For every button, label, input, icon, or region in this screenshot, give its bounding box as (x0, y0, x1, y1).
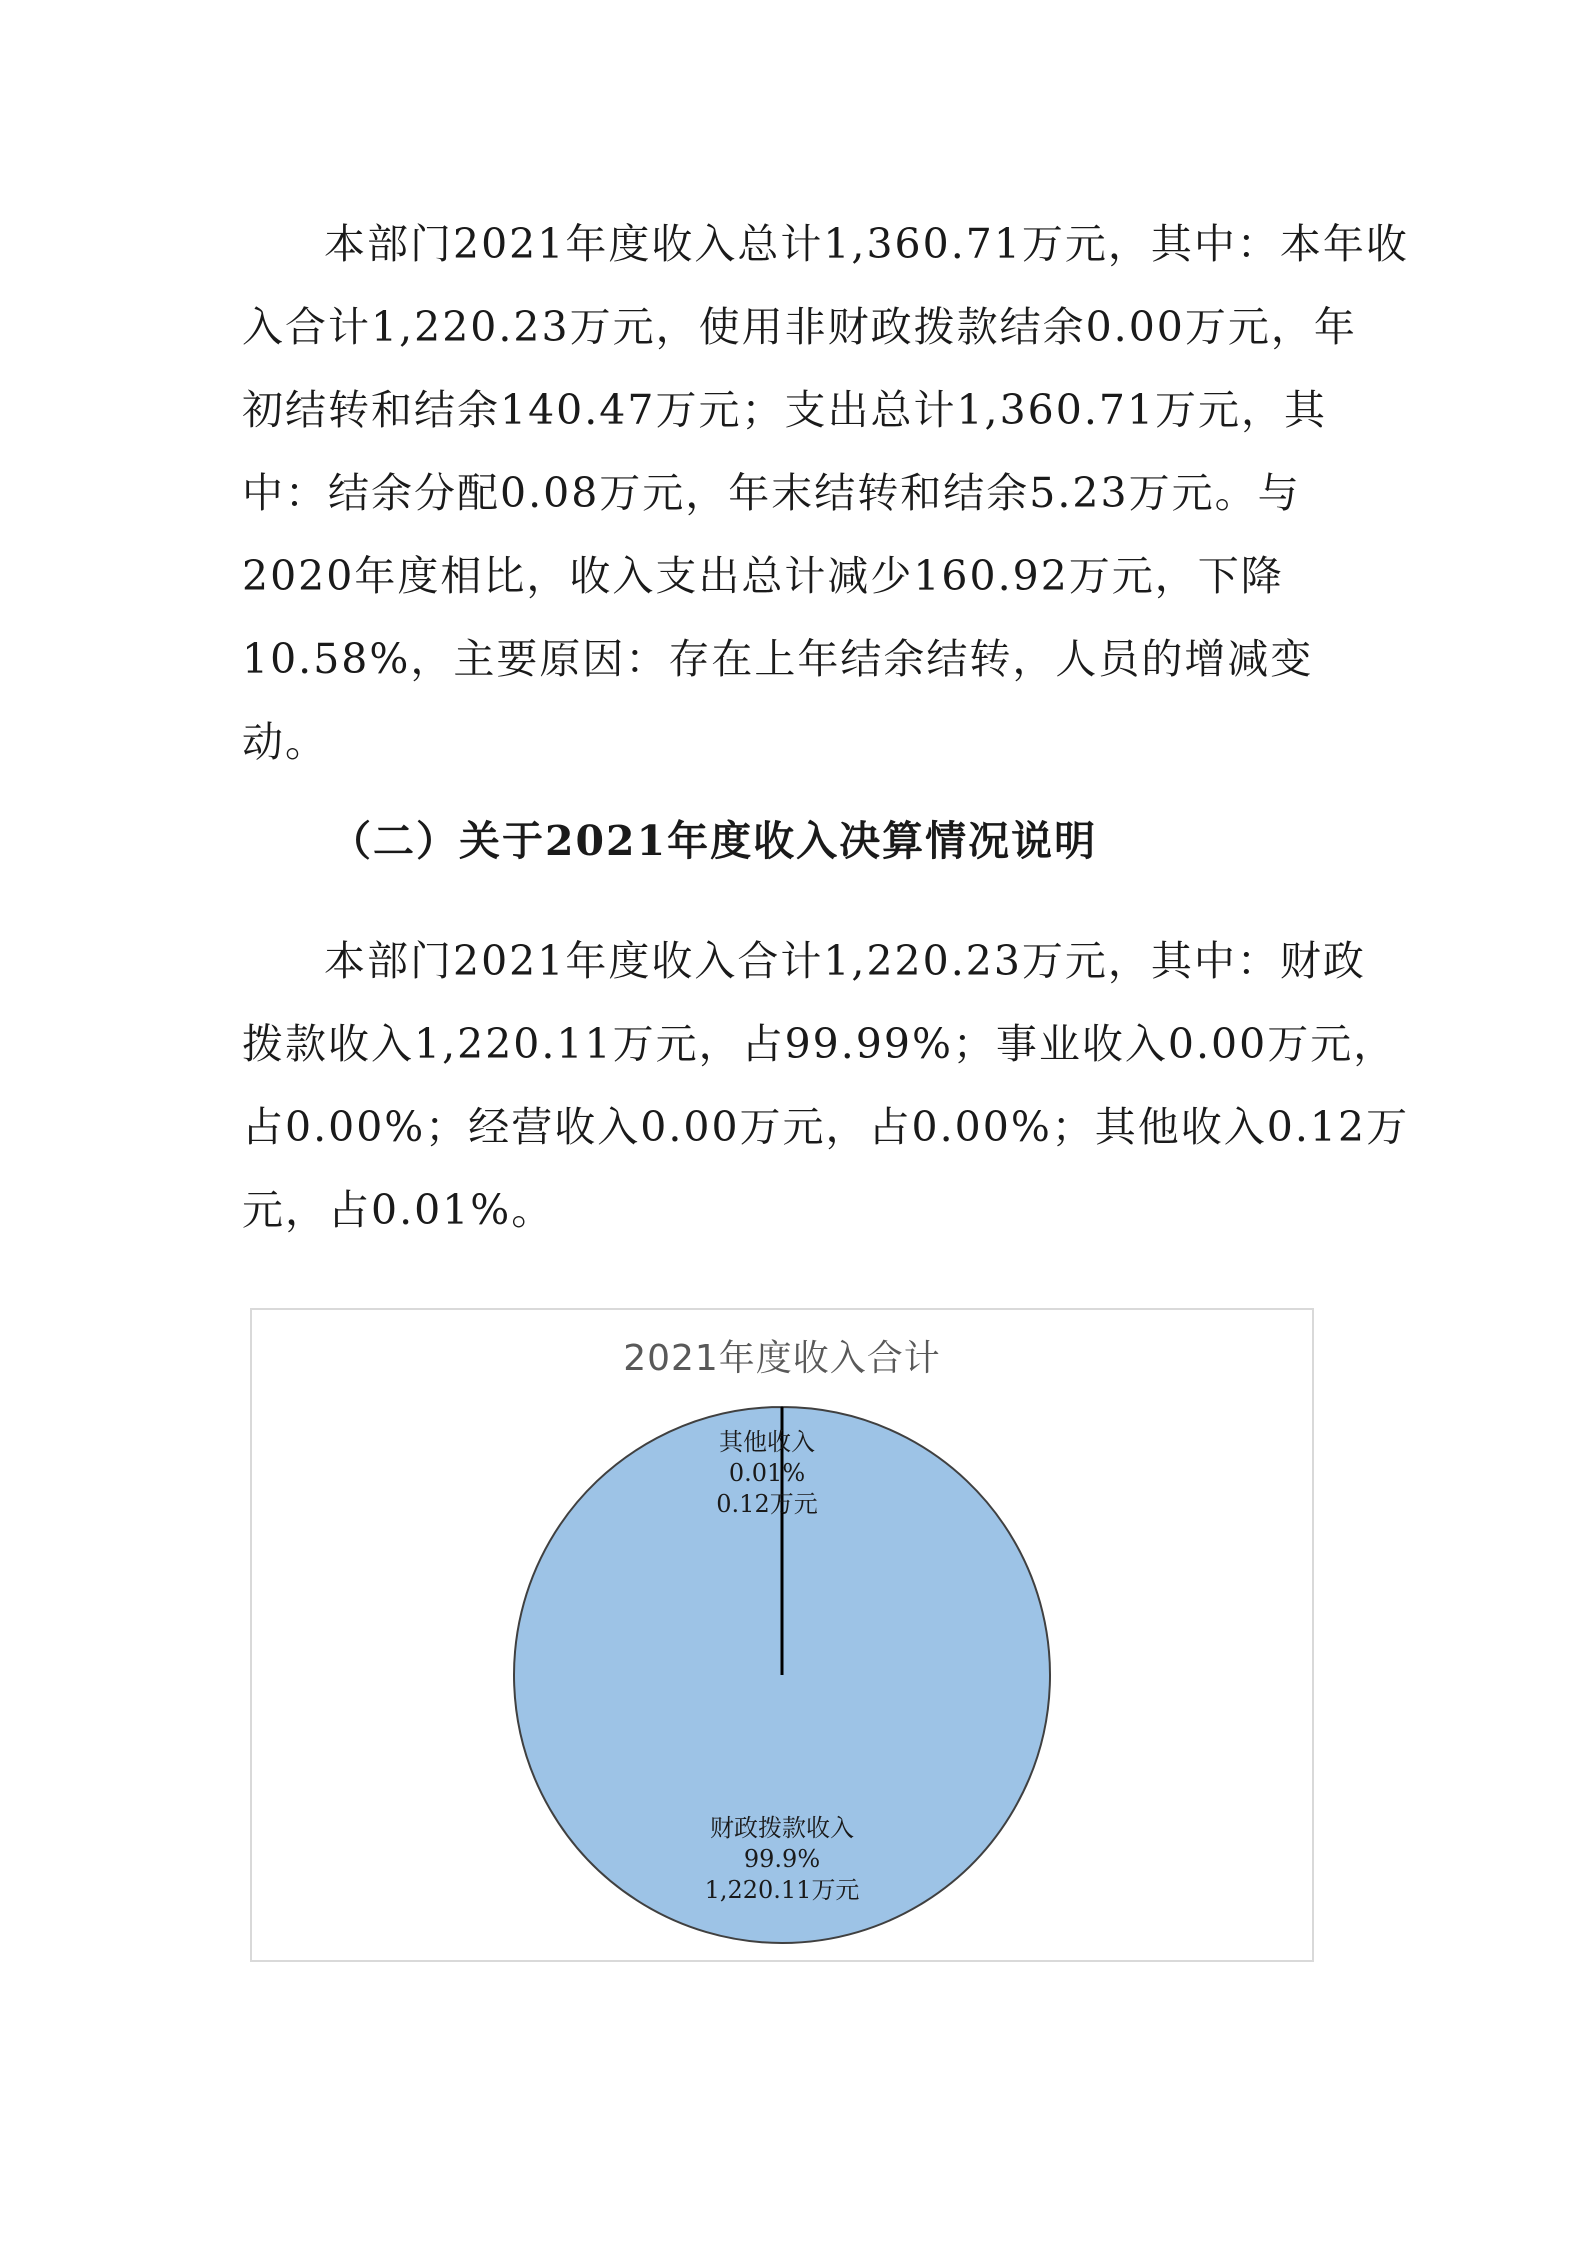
section-heading: （二）关于2021年度收入决算情况说明 (330, 817, 1098, 865)
text-line: 10.58%，主要原因：存在上年结余结转，人员的增减变 (242, 635, 1314, 683)
paragraph-income-summary (242, 203, 1409, 784)
text-line: 入合计1,220.23万元，使用非财政拨款结余0.00万元，年 (242, 303, 1357, 351)
slice-label-percent: 99.9% (743, 1845, 821, 1873)
chart-title: 2021年度收入合计 (623, 1338, 941, 1379)
text-line: 动。 (242, 718, 328, 766)
text-line: 占0.00%；经营收入0.00万元，占0.00%；其他收入0.12万 (242, 1103, 1410, 1151)
text-line: 本部门2021年度收入合计1,220.23万元，其中：财政 (324, 937, 1366, 985)
text-line: 元，占0.01%。 (242, 1186, 555, 1234)
slice-label-percent: 0.01% (728, 1459, 806, 1487)
slice-label-amount: 1,220.11万元 (704, 1876, 860, 1904)
slice-label-name: 财政拨款收入 (710, 1814, 854, 1842)
text-line: 本部门2021年度收入总计1,360.71万元，其中：本年收 (324, 220, 1409, 268)
paragraph-income-breakdown (242, 920, 1410, 1252)
text-line: 中：结余分配0.08万元，年末结转和结余5.23万元。与 (242, 469, 1301, 517)
slice-label-amount: 0.12万元 (716, 1490, 818, 1518)
pie-chart-svg (252, 1310, 1312, 1960)
text-line: 初结转和结余140.47万元；支出总计1,360.71万元，其 (242, 386, 1328, 434)
text-line: 拨款收入1,220.11万元，占99.99%；事业收入0.00万元， (242, 1020, 1397, 1068)
text-line: 2020年度相比，收入支出总计减少160.92万元，下降 (242, 552, 1284, 600)
slice-label-name: 其他收入 (719, 1428, 815, 1456)
income-pie-chart (250, 1308, 1314, 1962)
